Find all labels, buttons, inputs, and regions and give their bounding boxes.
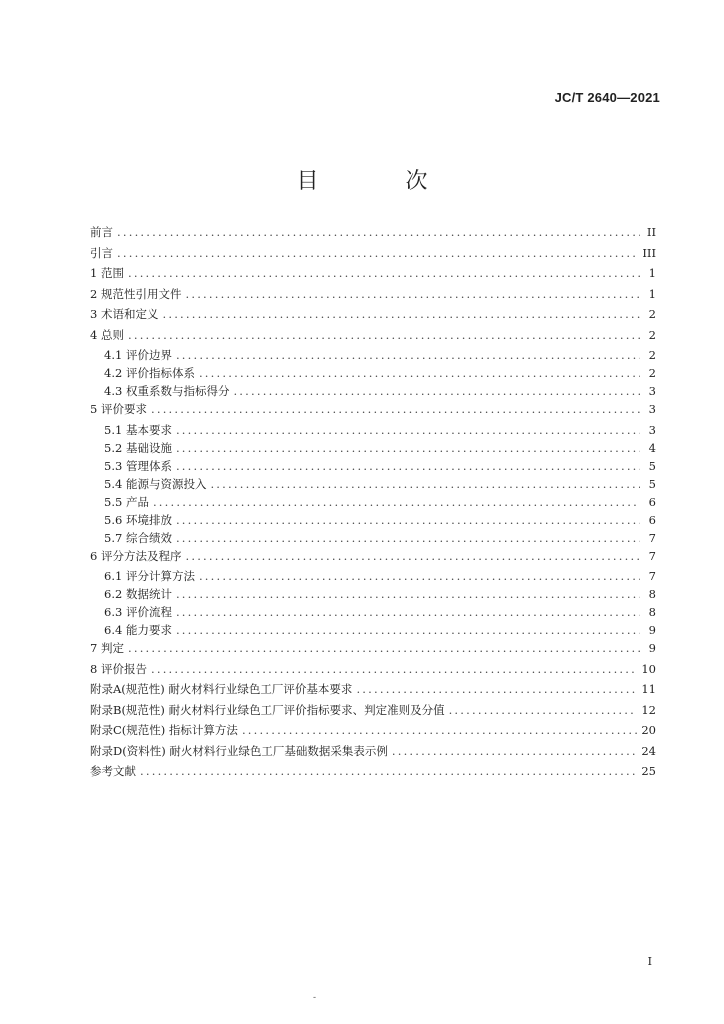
toc-entry[interactable] — [90, 512, 656, 530]
toc-entry-label: 5.1 基本要求 — [104, 422, 172, 437]
toc-entry-page: 7 — [648, 530, 656, 545]
toc-entry[interactable] — [90, 265, 656, 286]
toc-entry-label: 6.1 评分计算方法 — [104, 569, 195, 583]
toc-leader-dots — [210, 477, 640, 491]
toc-entry-page: 3 — [648, 402, 656, 416]
toc-entry[interactable] — [90, 347, 656, 365]
toc-entry[interactable] — [90, 640, 656, 661]
toc-entry-label: 附录A(规范性) 耐火材料行业绿色工厂评价基本要求 — [90, 682, 353, 696]
toc-entry-page: 10 — [641, 661, 656, 676]
toc-entry[interactable] — [90, 383, 656, 401]
toc-leader-dots — [162, 307, 640, 321]
toc-entry[interactable] — [90, 548, 656, 569]
toc-entry-label: 参考文献 — [90, 764, 136, 778]
toc-entry-label: 1 范围 — [90, 266, 124, 280]
toc-entry-page: 8 — [648, 587, 656, 601]
toc-entry[interactable] — [90, 722, 656, 743]
toc-entry-page: 9 — [648, 623, 656, 637]
toc-entry-label: 2 规范性引用文件 — [90, 286, 182, 301]
toc-entry-page: 3 — [648, 384, 656, 398]
toc-entry-label: 附录C(规范性) 指标计算方法 — [90, 723, 238, 737]
toc-entry[interactable] — [90, 530, 656, 548]
toc-leader-dots — [392, 744, 638, 758]
toc-entry-label: 3 术语和定义 — [90, 307, 159, 321]
toc-entry-label: 4.1 评价边界 — [104, 348, 172, 362]
toc-entry-label: 7 判定 — [90, 641, 124, 655]
toc-entry[interactable] — [90, 702, 656, 723]
toc-entry-page: II — [646, 225, 656, 239]
toc-entry-page: 6 — [648, 512, 656, 527]
toc-entry-label: 4.3 权重系数与指标得分 — [104, 384, 230, 398]
toc-leader-dots — [117, 246, 638, 260]
toc-entry-page: 5 — [648, 476, 656, 491]
toc-entry[interactable] — [90, 401, 656, 422]
toc-leader-dots — [140, 764, 637, 778]
toc-leader-dots — [151, 662, 637, 676]
toc-leader-dots — [153, 495, 640, 509]
toc-entry-label: 4 总则 — [90, 327, 124, 342]
toc-leader-dots — [199, 569, 640, 583]
toc-leader-dots — [176, 441, 640, 455]
document-code: JC/T 2640—2021 — [554, 90, 660, 105]
toc-leader-dots — [128, 328, 640, 342]
toc-leader-dots — [356, 682, 637, 696]
toc-leader-dots — [242, 723, 637, 737]
toc-entry[interactable] — [90, 622, 656, 640]
toc-leader-dots — [176, 459, 640, 473]
toc-leader-dots — [176, 605, 640, 619]
toc-entry-label: 5 评价要求 — [90, 402, 147, 416]
page-number: I — [647, 955, 652, 968]
toc-entry-page: 11 — [641, 682, 656, 696]
toc-entry-page: 24 — [641, 743, 656, 758]
toc-entry-page: 7 — [648, 569, 656, 583]
toc-entry-label: 5.4 能源与资源投入 — [104, 476, 207, 491]
toc-entry-page: 20 — [641, 723, 656, 737]
toc-entry[interactable] — [90, 224, 656, 245]
toc-entry[interactable] — [90, 604, 656, 622]
toc-entry-page: 4 — [648, 440, 656, 455]
footer-mark: - — [313, 993, 317, 1003]
toc-entry[interactable] — [90, 440, 656, 458]
toc-entry[interactable] — [90, 245, 656, 266]
toc-entry-label: 8 评价报告 — [90, 661, 147, 676]
toc-entry-label: 5.5 产品 — [104, 494, 149, 509]
toc-entry[interactable] — [90, 286, 656, 307]
toc-entry-label: 6.2 数据统计 — [104, 587, 172, 601]
toc-entry-label: 引言 — [90, 245, 113, 260]
toc-entry-page: 7 — [648, 548, 656, 563]
toc-leader-dots — [185, 287, 640, 301]
toc-entry[interactable] — [90, 568, 656, 586]
toc-entry-label: 5.7 综合绩效 — [104, 530, 172, 545]
toc-entry[interactable] — [90, 681, 656, 702]
toc-entry-page: 2 — [648, 348, 656, 362]
toc-entry-page: III — [642, 245, 656, 260]
toc-leader-dots — [233, 384, 640, 398]
toc-leader-dots — [176, 423, 640, 437]
toc-entry-label: 5.6 环境排放 — [104, 512, 172, 527]
toc-leader-dots — [176, 348, 640, 362]
toc-leader-dots — [176, 623, 640, 637]
toc-entry-page: 9 — [648, 641, 656, 655]
toc-leader-dots — [176, 587, 640, 601]
toc-leader-dots — [449, 703, 638, 717]
toc-entry[interactable] — [90, 327, 656, 348]
toc-leader-dots — [151, 402, 640, 416]
toc-entry-label: 附录D(资料性) 耐火材料行业绿色工厂基础数据采集表示例 — [90, 743, 388, 758]
toc-entry-page: 2 — [648, 327, 656, 342]
toc-entry[interactable] — [90, 661, 656, 682]
toc-entry-page: 1 — [648, 266, 656, 280]
toc-entry[interactable] — [90, 422, 656, 440]
toc-entry-label: 前言 — [90, 225, 113, 239]
toc-entry[interactable] — [90, 458, 656, 476]
toc-entry[interactable] — [90, 586, 656, 604]
toc-entry-page: 3 — [648, 422, 656, 437]
toc-entry[interactable] — [90, 365, 656, 383]
toc-entry-page: 2 — [648, 307, 656, 321]
toc-entry[interactable] — [90, 306, 656, 327]
toc-leader-dots — [176, 513, 640, 527]
toc-entry-label: 6 评分方法及程序 — [90, 548, 182, 563]
toc-entry-page: 12 — [641, 702, 656, 717]
toc-entry-page: 2 — [648, 366, 656, 380]
toc-leader-dots — [199, 366, 640, 380]
toc-entry-label: 5.3 管理体系 — [104, 458, 172, 473]
toc-entry[interactable] — [90, 476, 656, 494]
toc-entry[interactable] — [90, 494, 656, 512]
toc-entry-label: 6.3 评价流程 — [104, 605, 172, 619]
toc-leader-dots — [128, 266, 640, 280]
toc-leader-dots — [176, 531, 640, 545]
toc-entry-label: 附录B(规范性) 耐火材料行业绿色工厂评价指标要求、判定准则及分值 — [90, 702, 445, 717]
toc-leader-dots — [128, 641, 640, 655]
toc-entry-page: 1 — [648, 286, 656, 301]
toc-entry-label: 4.2 评价指标体系 — [104, 366, 195, 380]
table-of-contents — [90, 224, 656, 784]
page-title: 目 次 — [296, 169, 468, 194]
toc-entry-page: 25 — [641, 764, 656, 778]
toc-entry[interactable] — [90, 763, 656, 784]
toc-entry-page: 5 — [648, 458, 656, 473]
toc-entry-page: 6 — [648, 494, 656, 509]
toc-entry[interactable] — [90, 743, 656, 764]
toc-entry-page: 8 — [648, 605, 656, 619]
toc-leader-dots — [117, 225, 640, 239]
toc-entry-label: 6.4 能力要求 — [104, 623, 172, 637]
toc-entry-label: 5.2 基础设施 — [104, 440, 172, 455]
toc-leader-dots — [185, 549, 640, 563]
